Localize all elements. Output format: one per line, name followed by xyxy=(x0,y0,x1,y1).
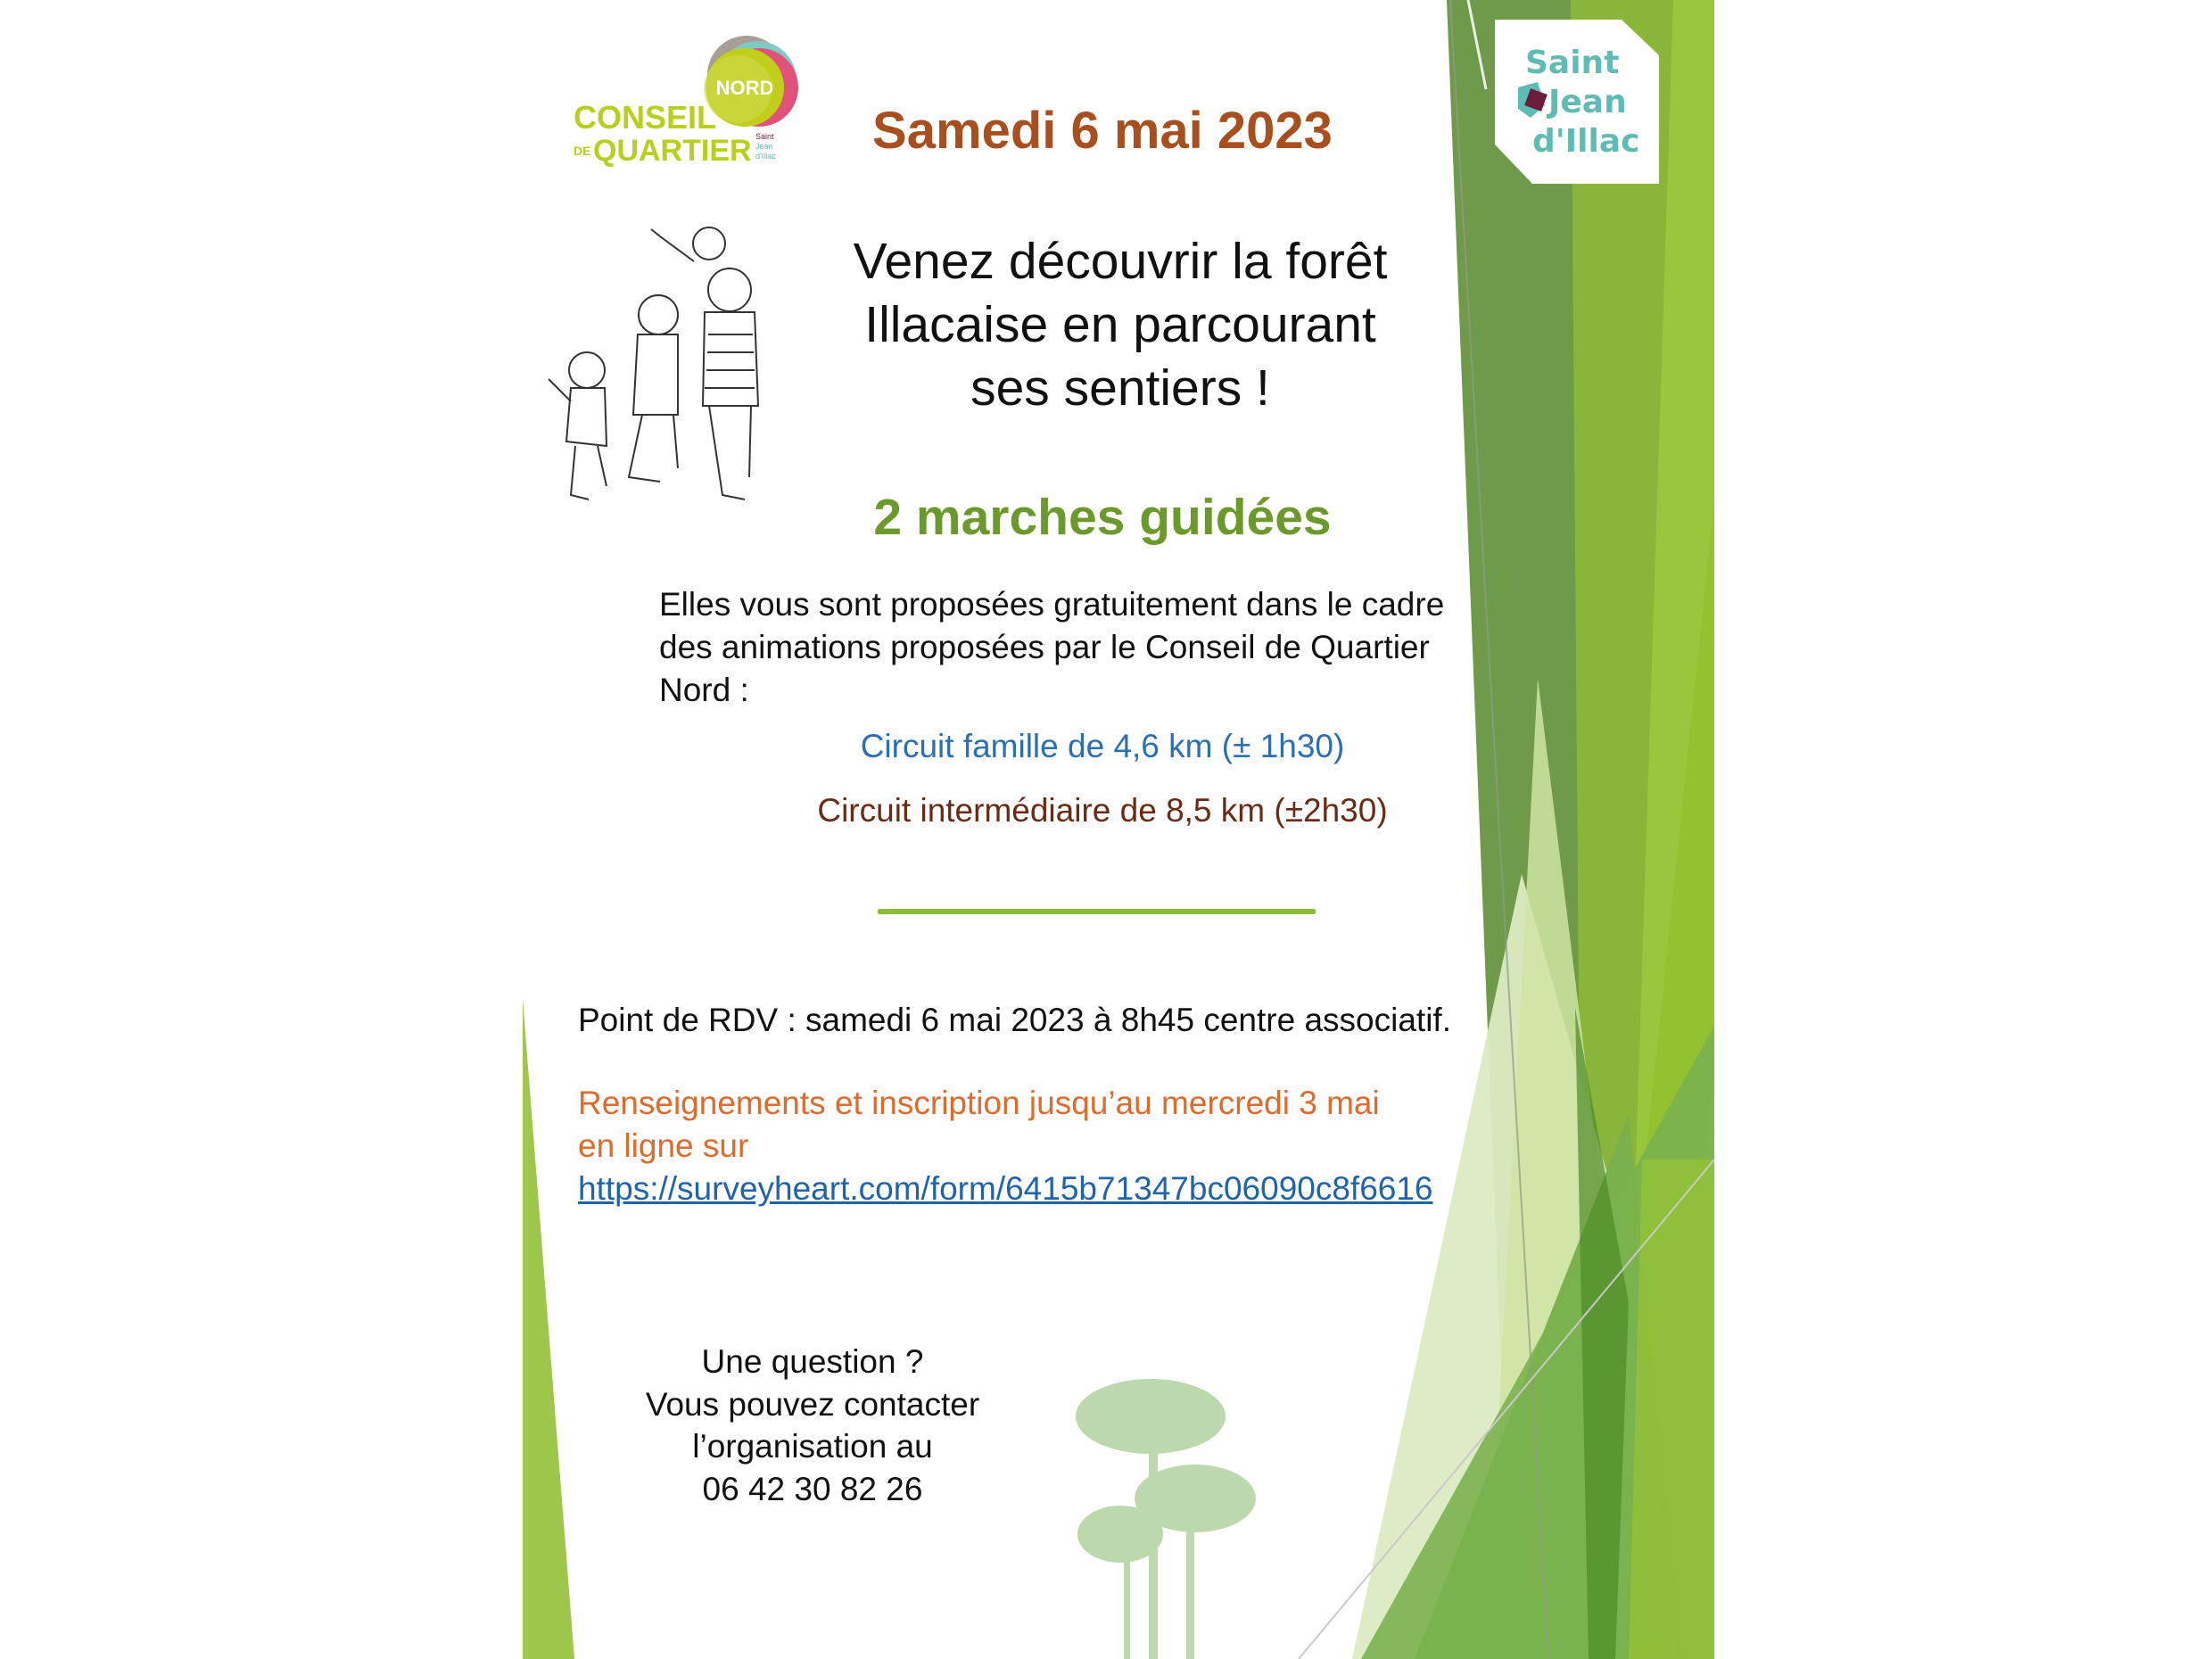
headline-line: Illacaise en parcourant xyxy=(864,296,1376,353)
contact-line: l’organisation au xyxy=(692,1428,933,1465)
pine-trees-icon xyxy=(1070,1374,1277,1659)
registration-info xyxy=(578,1082,1380,1168)
svg-text:Saint: Saint xyxy=(755,132,774,141)
headline-line: Venez découvrir la forêt xyxy=(853,233,1388,290)
flyer-page xyxy=(523,0,1714,1659)
svg-text:QUARTIER: QUARTIER xyxy=(593,134,752,168)
intro-paragraph xyxy=(659,583,1498,712)
meeting-point: Point de RDV : samedi 6 mai 2023 à 8h45 centre associatif. xyxy=(578,1002,1451,1038)
registration-line: en ligne sur xyxy=(578,1127,749,1164)
svg-text:Jean: Jean xyxy=(755,142,773,151)
circuit-famille: Circuit famille de 4,6 km (± 1h30) xyxy=(860,728,1345,764)
saint-jean-illac-logo xyxy=(1495,20,1659,184)
contact-line: Vous pouvez contacter xyxy=(645,1385,980,1423)
contact-line: Une question ? xyxy=(701,1343,924,1380)
conseil-quartier-nord-logo xyxy=(568,29,800,169)
registration-line: Renseignements et inscription jusqu’au mercredi 3 mai xyxy=(578,1085,1380,1121)
svg-text:CONSEIL: CONSEIL xyxy=(574,99,717,136)
event-headline xyxy=(781,230,1459,420)
contact-block xyxy=(603,1341,1022,1510)
svg-text:d'Illac: d'Illac xyxy=(755,152,776,161)
headline-line: ses sentiers ! xyxy=(970,359,1270,417)
section-divider xyxy=(878,909,1316,914)
svg-text:DE: DE xyxy=(574,144,591,158)
svg-text:Saint: Saint xyxy=(1525,45,1620,81)
svg-text:d'Illac: d'Illac xyxy=(1532,123,1640,160)
intro-line: Nord : xyxy=(659,672,749,708)
contact-phone: 06 42 30 82 26 xyxy=(702,1470,923,1507)
nord-badge-text: NORD xyxy=(715,77,774,99)
event-date-title: Samedi 6 mai 2023 xyxy=(872,102,1333,160)
intro-line: Elles vous sont proposées gratuitement dans le cadre xyxy=(659,586,1445,623)
svg-text:Jean: Jean xyxy=(1548,84,1627,120)
intro-line: des animations proposées par le Conseil de Quartier xyxy=(659,629,1430,665)
circuit-intermediaire: Circuit intermédiaire de 8,5 km (±2h30) xyxy=(817,792,1388,829)
guided-walks-subtitle: 2 marches guidées xyxy=(873,489,1332,546)
family-hikers-illustration xyxy=(544,210,778,513)
registration-link[interactable]: https://surveyheart.com/form/6415b71347bc06090c8f6616 xyxy=(578,1170,1433,1207)
